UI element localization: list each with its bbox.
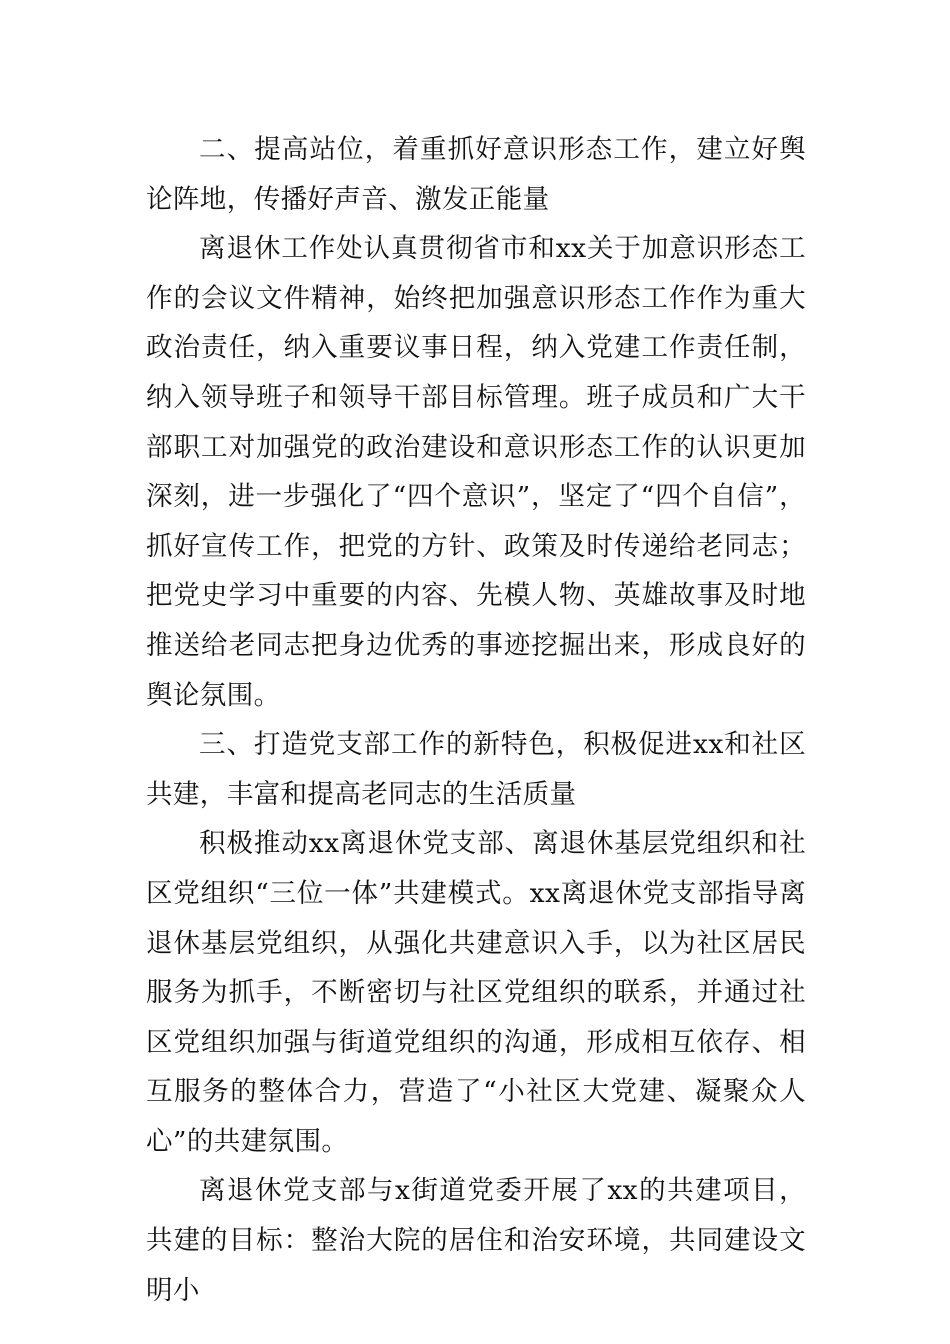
paragraph-joint-building-project: 离退休党支部与x街道党委开展了xx的共建项目，共建的目标：整治大院的居住和治安环境，共同建设文明小 [146,1175,806,1306]
section-heading-2: 二、提高站位，着重抓好意识形态工作，建立好舆论阵地，传播好声音、激发正能量 [146,134,806,215]
section-heading-3: 三、打造党支部工作的新特色，积极促进xx和社区共建，丰富和提高老同志的生活质量 [146,729,806,810]
paragraph-ideology-work: 离退休工作处认真贯彻省市和xx关于加意识形态工作的会议文件精神，始终把加强意识形态工作作为重大政治责任，纳入重要议事日程，纳入党建工作责任制，纳入领导班子和领导干部目标管理。班子成员和广大干部职工对加强党的政治建设和意识形态工作的认识更加深刻，进一步强化了“四个意识”，坚定了“四个自信”，抓好宣传工作，把党的方针、政策及时传递给老同志；把党史学习中重要的内容、先模人物、英雄故事及时地推送给老同志把身边优秀的事迹挖掘出来，形成良好的舆论氛围。 [146,233,806,711]
document-body [146,125,806,1315]
paragraph-joint-building-model: 积极推动xx离退休党支部、离退休基层党组织和社区党组织“三位一体”共建模式。xx离退休党支部指导离退休基层党组织，从强化共建意识入手，以为社区居民服务为抓手，不断密切与社区党组织的联系，并通过社区党组织加强与街道党组织的沟通，形成相互依存、相互服务的整体合力，营造了“小社区大党建、凝聚众人心”的共建氛围。 [146,828,806,1157]
